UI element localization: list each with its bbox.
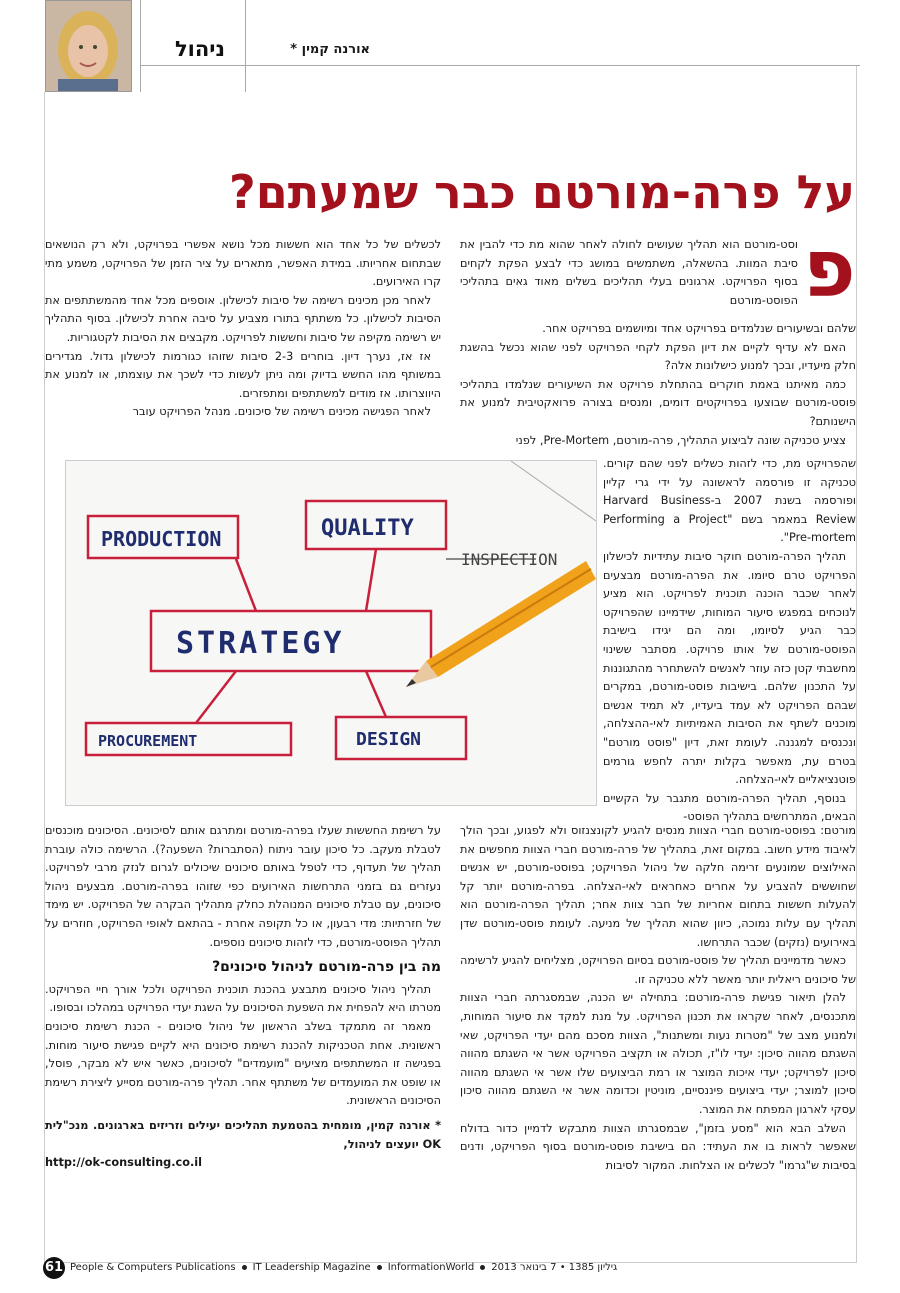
paragraph: להלן תיאור פגישת פרה-מורטם: בתחילה יש הכנה, שבמסגרתה חברי הצוות מתכנסים, לאחר שקראו את תכנון הפרויקט. על מנת למקד את סיעור המוחות, ולמנוע מצב של "מטרות נעות ומשתנות", הצוות מסכם מהם יעדי הפרויקט, שאי השגתם מהווה סיכון: יעדי לו"ז, תכולה או תקציב הפרויקט אשר אי השגתם מהווה סיכון לפרויקט; יעדי איכות המוצר או רמת הביצועים שלו אשר אי השגתם מהווה סיכון למוצר; יעדי ביצועים פיננסיים, מוניטין וכדומה אשר אי השגתם מהווה סיכון עסקי לארגון המפתח את המוצר. [460, 991, 856, 1116]
paragraph: בנוסף, תהליך הפרה-מורטם מתגבר על הקשיים הבאים, המתרחשים בתהליך הפוסט- [603, 791, 856, 824]
issue-info: גיליון 1385 • 7 בינואר 2013 [491, 1262, 618, 1273]
author-signature: * אורנה קמין, מומחית בהטמעת תהליכים יעילים וזריזים בארגונים. מנכ"לית OK יועצים לניהול, [45, 1118, 441, 1151]
image-label: PRODUCTION [101, 527, 222, 551]
image-label: QUALITY [321, 516, 414, 541]
image-label: STRATEGY [176, 626, 345, 661]
paragraph: לאחר מכן מכינים רשימה של סיבות לכישלון. אוספים מכל אחד מהמשתתפים את הסיבות לכישלון. כל משתתף בתורו מצביע על סיבה אחרת לכישלון. בסוף התהליך יש רשימה מקיפה של סיבות וחששות לפרויקט. מקבצים את הסיבות לקטגוריות. [45, 293, 441, 344]
strategy-sketch-image [65, 460, 597, 806]
publisher-name: People & Computers Publications [70, 1262, 236, 1273]
image-label: DESIGN [356, 729, 422, 750]
article-title: על פרה-מורטם כבר שמעתם? [229, 165, 855, 219]
article-column-left [45, 236, 441, 422]
article-column-left-bottom [45, 822, 441, 1173]
image-label: INSPECTION [461, 550, 558, 569]
image-label: PROCUREMENT [98, 732, 198, 750]
author-photo [45, 0, 132, 92]
page-footer [70, 1262, 850, 1273]
paragraph: תהליך הפרה-מורטם חוקר סיבות עתידיות לכישלון הפרויקט טרם סיומו. את הפרה-מורטם מבצעים לאחר שכבר הוכנה תוכנית לפרויקט. הוא מציע לנוכחים במפגש סיעור המוחות, שידמיינו שהפרויקט כבר הגיע לסיומו, ומה הם יגידו בישיבת הפוסט-מורטם של אותו פרויקט. מסתבר ששינוי מחשבתי קטן כזה עוזר לאנשים להשתחרר מהתגוננות על התכנון שלהם. בישיבות פוסט-מורטם, במקרים שבהם הפרויקט לא עמד ביעדיו, לא תמיד אנשים מוכנים לשתף את הסיבות האמיתיות לאי-ההצלחה, ונכנסים למגננה. לעומת זאת, דיון "פוסט מורטם" בטרם עת, מאפשר בקלות יתרה לחפש גורמים פוטנציאליים לאי-הצלחה. [603, 549, 856, 787]
publication-name: InformationWorld [387, 1262, 475, 1273]
separator-dot [242, 1265, 247, 1270]
paragraph: לאחר הפגישה מכינים רשימה של סיכונים. מנהל הפרויקט עובר [132, 405, 431, 419]
drop-cap: פ [803, 222, 856, 315]
subheading: מה בין פרה-מורטם לניהול סיכונים? [212, 959, 441, 976]
publication-name: IT Leadership Magazine [252, 1262, 371, 1273]
paragraph: כאשר מדמיינים תהליך של פוסט-מורטם בסיום הפרויקט, מצליחים להגיע לרשימה של סיכונים ריאלית יותר מאשר ללא טכניקה זו. [460, 954, 856, 986]
paragraph: שלהם ובשיעורים שנלמדים בפרויקט אחד ומיושמים בפרויקט אחר. [542, 322, 856, 335]
header-divider [140, 0, 141, 92]
paragraph: מאמר זה מתמקד בשלב הראשון של ניהול סיכונים - הכנת רשימת סיכונים ראשונית. אחת הטכניקות להכנת רשימת סיכונים היא לקיים פגישת סיעור מוחות. בפגישה זו המשתתפים מציעים "מועמדים" לסיכונים, כאשר איש לא מבקר, פוסל, או שופט את המועמדים של משתתף אחר. תהליך פרה-מורטם מסייע ליצירת רשימת הסיכונים הראשונית. [45, 1019, 441, 1108]
header-divider [245, 0, 246, 92]
article-column-right-bottom [460, 822, 856, 1175]
separator-dot [480, 1265, 485, 1270]
paragraph: תהליך ניהול סיכונים מתבצע בהכנת תוכנית הפרויקט ולכל אורך חיי הפרויקט. מטרתו היא להפחית את השפעת הסיכונים על השגת יעדי הפרויקט במהלכו ובסופו. [45, 982, 441, 1015]
paragraph: האם לא עדיף לקיים את דיון הפקת לקחי הפרויקט לפני שהוא נכשל בהשגת חלק מיעדיו, ובכך למנוע כישלונות אלה? [460, 340, 856, 373]
author-name: אורנה קמין * [290, 42, 370, 57]
paragraph: על רשימת החששות שעלו בפרה-מורטם ומתרגם אותם לסיכונים. הסיכונים מוכנסים לטבלת מעקב. כל סיכון עובר ניתוח (הסתברות? השפעה?). הרשימה כולה עוברת תהליך של תעדוף, כדי לטפל באותם סיכונים שיכולים לגרום לנזק מרבי לפרויקט. נעזרים גם בזמני התרחשות האירועים כפי שזוהו בפרה-מורטם. מבצעים ניהול סיכונים, עם טבלת סיכונים המנוהלת כחלק מתהליך הבקרה של הפרויקט. יש מימד של חזרתיות: מדי רבעון, או כל תקופה אחרת - בהתאם לאופי הפרויקט, חוזרים על תהליך הפוסט-מורטם, כדי לזהות סיכונים נוספים. [45, 824, 441, 949]
page-number: 61 [43, 1257, 65, 1279]
frame-line [856, 66, 857, 1262]
paragraph: שהפרויקט מת, כדי לזהות כשלים לפני שהם קורים. טכניקה זו פורסמה לראשונה על ידי גרי קליין ופורסמה בשנת 2007 ב-Harvard Business Review במאמר בשם "Performing a Project Pre-mortem". [603, 457, 856, 545]
paragraph: כמה מאיתנו באמת חוקרים בהתחלת פרויקט את השיעורים שנלמדו בתהליכי פוסט-מורטם שבוצעו בפרויקטים דומים, ומנסים בצורה פרואקטיבית למנוע את הישנותם? [460, 377, 856, 428]
paragraph: אז אז, נערך דיון. בוחרים 2-3 סיבות שזוהו כגורמות לכישלון גדול. מגדירים במשותף מהו החשש בדיוק ומה ניתן לעשות כדי לשכך את עוצמתו, או למנוע את היווצרותו. אז מודים למשתתפים ומתפזרים. [45, 349, 441, 400]
paragraph: מורטם: בפוסט-מורטם חברי הצוות מנסים להגיע לקונצנזוס ולא לפגוע, ובכך הולך לאיבוד מידע חשוב. במקום זאת, בתהליך של פרה-מורטם חברי הצוות מחפשים את האילוצים שמונעים זרימה חלקה של ניהול הפרויקט; בפוסט-מורטם, יש אנשים שחוששים להצביע על אחרים כאחראים לאי-הצלחה. בפרה-מורטם יותר קל להעלות חששות בתחום אחריות של חבר צוות אחר; תהליך הפרה-מורטם הוא תהליך עם עלות נמוכה, כיוון שהוא תהליך של מניעה. לעומת פוסט-מורטם שדן באירועים (נזקים) שכבר התרחשו. [460, 824, 856, 949]
author-url[interactable]: http://ok-consulting.co.il [45, 1156, 202, 1170]
header-rule [140, 65, 860, 66]
paragraph: וסט-מורטם הוא תהליך שעושים לחולה לאחר שהוא מת כדי להבין את סיבת המוות. בהשאלה, משתמשים במושג כדי לבצע הפקת לקחים בסוף הפרויקט. ארגונים בעלי תהליכים בשלים מאוד גאים בתהליכי הפוסט-מורטם [460, 238, 798, 307]
paragraph: צציע טכניקה שונה לביצוע התהליך, פרה-מורטם, Pre-Mortem, לפני [515, 433, 846, 447]
section-label: ניהול [174, 37, 226, 61]
article-column-right [460, 320, 856, 450]
paragraph: השלב הבא הוא "מסע בזמן", שבמסגרתו הצוות מתבקש לדמיין כדור בדולח שאפשר לראות בו את העתיד: הם בישיבת פוסט-מורטם בסוף הפרויקט, ודנים בסיבות ש"גרמו" לכשלים או הצלחות. המקור לסיבות [460, 1121, 856, 1172]
article-column-right [460, 236, 798, 310]
article-column-right-narrow [603, 455, 856, 827]
paragraph: לכשלים של כל אחד הוא חששות מכל נושא אפשרי בפרויקט, ולא רק הנושאים שבתחום אחריותו. במידת האפשר, מתארים על ציר הזמן של הפרויקט, משמע מתי קרו האירועים. [45, 238, 441, 289]
separator-dot [377, 1265, 382, 1270]
